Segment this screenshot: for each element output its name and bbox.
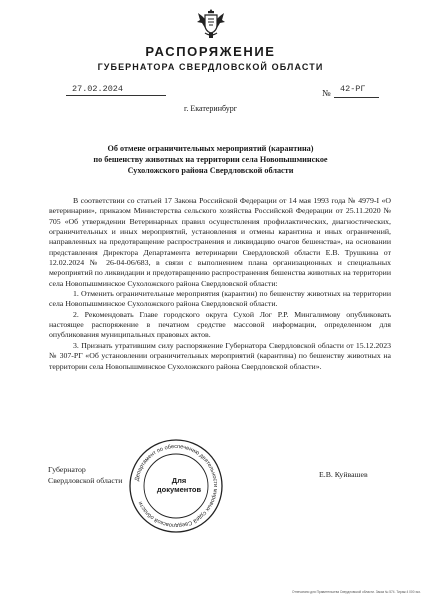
signatory-position [48, 464, 122, 486]
number-underline [334, 97, 379, 98]
item-paragraph: 3. Признать утратившим силу распоряжение Губернатора Свердловской области от 15.12.2023 № 307-РГ «Об установлении ограничительных мероприятий (карантина) по бешенству животных на территории села Новопышминское Сухоложского района Свердловской области». [49, 340, 391, 371]
position-line: Свердловской области [48, 476, 123, 485]
signatory-name: Е.В. Куйвашев [319, 470, 368, 479]
heading-line: Сухоложского района Свердловской области [127, 166, 294, 175]
stamp-line: Для [171, 476, 187, 485]
document-date: 27.02.2024 [72, 84, 124, 94]
item-paragraph: 1. Отменить ограничительные мероприятия (карантин) по бешенству животных на территории села Новопышминское Сухоложского района Свердловской области. [49, 289, 391, 309]
stamp-line: документов [156, 484, 202, 494]
stamp-center-text [155, 477, 203, 494]
document-body [49, 196, 391, 372]
document-subtitle: ГУБЕРНАТОРА СВЕРДЛОВСКОЙ ОБЛАСТИ [97, 62, 324, 72]
number-sign: № [322, 88, 331, 98]
document-title: РАСПОРЯЖЕНИЕ [145, 44, 276, 59]
city-label: г. Екатеринбург [183, 104, 238, 113]
svg-text:Департамент по обеспечению дея: Департамент по обеспечению деятельности мировых судей Свердловской области [134, 443, 219, 529]
item-paragraph: 2. Рекомендовать Главе городского округа Сухой Лог Р.Р. Мингалимову опубликовать настоящее распоряжение в печатном средстве массовой информации, определенном для опубликования муниципальных правовых актов. [49, 309, 391, 340]
preamble-paragraph: В соответствии со статьей 17 Закона Российской Федерации от 14 мая 1993 года № 4979-I «О ветеринарии», приказом Министерства сельского хозяйства Российской Федерации от 25.11.2020 № 705 «Об утверждении Ветеринарных правил осуществления профилактических, диагностических, ограничительных и иных мероприятий, установления и отмены карантина и иных ограничений, направленных на предотвращение распространения и ликвидацию очагов бешенства», на основании представления Директора Департамента ветеринарии Свердловской области Е.В. Трушкина от 12.02.2024 № 26-04-06/683, в связи с выполнением плана организационных и специальных мероприятий по ликвидации и предотвращению распространения бешенства животных на территории села Новопышминское Сухоложского района Свердловской области: [49, 196, 391, 288]
heading-line: Об отмене ограничительных мероприятий (карантина) [107, 144, 314, 153]
date-underline [66, 95, 166, 96]
coat-of-arms-icon [196, 6, 226, 40]
print-footer: Отпечатано для Правительства Свердловской области. Заказ № 574. Тираж 4 000 экз. [292, 590, 421, 594]
document-heading [40, 143, 381, 176]
heading-line: по бешенству животных на территории села Новопышминское [93, 155, 328, 164]
document-number: 42-РГ [340, 84, 366, 94]
position-line: Губернатор [48, 465, 86, 474]
